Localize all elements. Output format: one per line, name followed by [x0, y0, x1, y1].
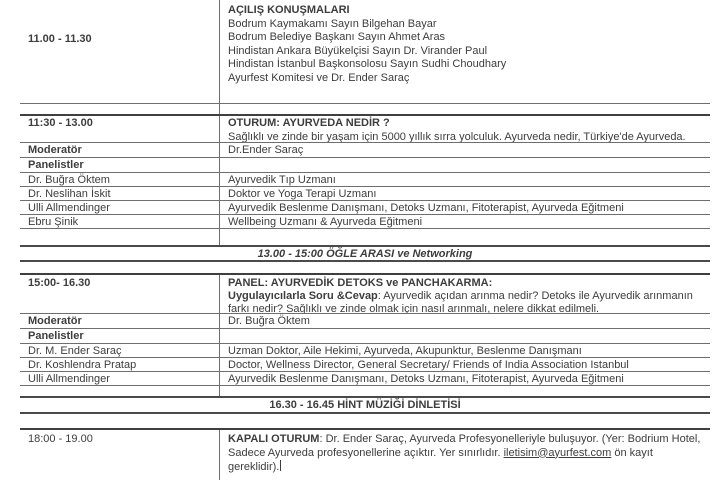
opening-speaker: Hindistan Ankara Büyükelçisi Sayın Dr. Virander Paul	[228, 44, 488, 57]
moderator-label: Moderatör	[20, 143, 220, 157]
session2-description: : Ayurvedik açıdan arınma nedir? Detoks ile Ayurvedik arınmanın farkı nedir? Sağlıklı ve zinde olmak için nasıl arınmalı, nelere dikkat edilmeli.	[228, 290, 693, 313]
panelists-label: Panelistler	[20, 329, 220, 343]
panelist-name: Ebru Şinik	[20, 215, 220, 228]
closed-session-text-end: ön kayıt gereklidir).	[228, 446, 653, 473]
closed-session-row	[20, 428, 710, 480]
opening-title: AÇILIŞ KONUŞMALARI	[228, 4, 350, 16]
spacer-row	[20, 229, 710, 245]
panelist-role: Doktor ve Yoga Terapi Uzmanı	[228, 188, 377, 200]
opening-speaker: Hindistan İstanbul Başkonsolosu Sayın Sudhi Choudhary	[228, 58, 507, 70]
schedule-table	[20, 0, 710, 480]
closed-session-time: 18:00 - 19.00	[20, 430, 220, 480]
panelists-label: Panelistler	[20, 158, 220, 172]
session1-time: 11:30 - 13.00	[20, 116, 220, 142]
contact-email-link[interactable]: iletisim@ayurfest.com	[503, 446, 612, 459]
session2-header-row	[20, 273, 710, 314]
panelist-role: Ayurvedik Beslenme Danışmanı, Detoks Uzmanı, Fitoterapist, Ayurveda Eğitmeni	[228, 373, 624, 385]
panelist-row	[20, 344, 710, 358]
whitespace-gap	[20, 414, 710, 428]
opening-speaker: Ayurfest Komitesi ve Dr. Ender Saraç	[228, 71, 410, 84]
opening-content	[220, 0, 710, 103]
panelist-role: Ayurvedik Beslenme Danışmanı, Detoks Uzmanı, Fitoterapist, Ayurveda Eğitmeni	[228, 202, 624, 214]
session2-panelists-label-row	[20, 329, 710, 344]
panelist-row	[20, 201, 710, 215]
moderator-label: Moderatör	[20, 314, 220, 328]
session1-panelists-label-row	[20, 158, 710, 173]
session1-content	[220, 116, 710, 142]
session2-moderator: Dr. Buğra Öktem	[228, 315, 310, 327]
session2-time: 15:00- 16.30	[20, 275, 220, 313]
panelist-row	[20, 372, 710, 386]
panelist-row	[20, 187, 710, 201]
panelist-name: Dr. M. Ender Saraç	[20, 344, 220, 357]
opening-speaker: Bodrum Kaymakamı Sayın Bilgehan Bayar	[228, 17, 437, 30]
session2-moderator-row	[20, 314, 710, 329]
opening-speaker: Bodrum Belediye Başkanı Sayın Ahmet Aras	[228, 31, 446, 43]
panelist-role: Uzman Doktor, Aile Hekimi, Ayurveda, Akupunktur, Beslenme Danışmanı	[228, 345, 582, 357]
session1-title: OTURUM: AYURVEDA NEDİR ?	[228, 117, 390, 129]
session2-content	[220, 275, 710, 313]
closed-session-title: KAPALI OTURUM	[228, 433, 320, 445]
session1-description: Sağlıklı ve zinde bir yaşam için 5000 yıllık sırra yolculuk. Ayurveda nedir, Türkiye'de Ayurveda.	[228, 130, 686, 142]
whitespace-gap	[20, 262, 710, 273]
text-cursor	[280, 460, 281, 471]
session1-moderator: Dr.Ender Saraç	[228, 144, 304, 156]
session2-qa-label: Uygulayıcılarla Soru &Cevap	[228, 290, 378, 302]
session1-moderator-row	[20, 143, 710, 158]
opening-time: 11.00 - 11.30	[20, 0, 220, 103]
session1-header-row	[20, 116, 710, 143]
panelist-name: Dr. Koshlendra Pratap	[20, 358, 220, 371]
music-break-banner: 16.30 - 16.45 HİNT MÜZİĞİ DİNLETİSİ	[20, 396, 710, 414]
closed-session-text: : Dr. Ender Saraç, Ayurveda Profesyonelleriyle buluşuyor. (Yer: Bodrium Hotel, Sadece Ayurveda profesyonellerine açıktır. Yer sınırlıdır.	[228, 433, 701, 459]
panelist-role: Doctor, Wellness Director, General Secretary/ Friends of India Association Istanbul	[228, 359, 629, 371]
panelist-row	[20, 173, 710, 187]
panelist-name: Ulli Allmendinger	[20, 201, 220, 214]
panelist-name: Ulli Allmendinger	[20, 372, 220, 385]
panelist-name: Dr. Neslihan İskit	[20, 187, 220, 200]
panelist-role: Ayurvedik Tıp Uzmanı	[228, 174, 336, 186]
lunch-break-banner: 13.00 - 15:00 ÖĞLE ARASI ve Networking	[20, 245, 710, 262]
spacer-row	[20, 386, 710, 396]
session2-title: PANEL: AYURVEDİK DETOKS ve PANCHAKARMA:	[228, 277, 493, 289]
panelist-row	[20, 358, 710, 372]
panelist-role: Wellbeing Uzmanı & Ayurveda Eğitmeni	[228, 216, 423, 228]
opening-session-row	[20, 0, 710, 104]
panelist-name: Dr. Buğra Öktem	[20, 173, 220, 186]
spacer-row	[20, 104, 710, 116]
closed-session-content	[220, 430, 710, 480]
panelist-row	[20, 215, 710, 229]
